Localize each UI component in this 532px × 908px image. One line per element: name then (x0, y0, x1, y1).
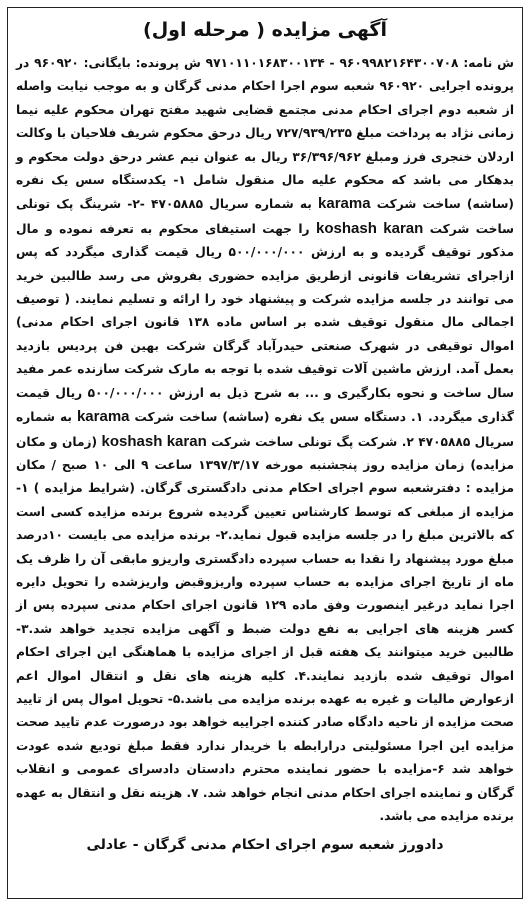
notice-body-part-4: به شماره سریال ۴۷۰۵۸۸۵ ۲. شرکت پگ تونلی ساخت شرکت (16, 410, 514, 449)
notice-body-part-1: ش نامه: ۹۶۰۹۹۸۲۱۶۴۳۰۰۷۰۸ - ۹۷۱۰۱۱۰۱۶۸۳۰۰۱۳۴ ش پرونده: بایگانی: ۹۶۰۹۲۰ در پرونده اجرایی ۹۶۰۹۲۰ شعبه سوم اجرا احکام مدنی گرگان و به موجب نیابت واصله از شعبه دوم اجرای احکام مدنی مجتمع قضایی شهید مفتح تهران محکوم علیه نیما زمانی نژاد به پرداخت مبلغ ۷۲۷/۹۳۹/۲۳۵ ریال درحق محکوم شریف فلاحیان با وکالت اردلان خنجری فرز ومبلغ ۳۶/۳۹۶/۹۶۲ ریال به عنوان نیم عشر درحق دولت محکوم و بدهکار می باشد که محکوم علیه مال منقول شامل ۱- یکدستگاه سس یک نفره (ساشه) ساخت شرکت (16, 56, 514, 212)
notice-title: آگهی مزایده ( مرحله اول) (143, 19, 387, 41)
notice-body (16, 52, 514, 828)
auction-notice (7, 7, 523, 899)
notice-body-part-3: را جهت استیفای محکوم به تعرفه نموده و مال مذکور توقیف گردیده و به ارزش ۵۰۰/۰۰۰/۰۰۰ ریال قیمت گذاری میگردد که پس ازاجرای تشریفات قانونی ازطریق مزایده حضوری بفروش می رسد طالبین خرید می توانند در جلسه مزایده شرکت و پیشنهاد خود را ارائه و تسلیم نمایند. ( توصیف اجمالی مال منقول توقیف شده بر اساس ماده ۱۳۸ قانون اجرای احکام مدنی) اموال توقیفی در شهرک صنعتی حیدرآباد گرگان شرکت بهین فن پردیس بازدید بعمل آمد. ارزش ماشین آلات توقیف شده با توجه به مارک شرکت سازنده عمر مفید سال ساخت و نحوه بکارگیری و ... به شرح ذیل به ارزش ۵۰۰/۰۰۰/۰۰۰ ریال قیمت گذاری میگردد. ۱. دستگاه سس یک نفره (ساشه) ساخت شرکت (16, 221, 515, 425)
notice-signature: دادورز شعبه سوم اجرای احکام مدنی گرگان - عادلی (86, 837, 444, 854)
brand-karama-1: karama (318, 195, 371, 213)
brand-karama-2: karama (76, 408, 130, 426)
notice-body-part-5: (زمان و مکان مزایده) زمان مزایده روز پنجشنبه مورخه ۱۳۹۷/۳/۱۷ ساعت ۹ الی ۱۰ صبح / مکان مزایده : دفترشعبه سوم اجرای احکام مدنی دادگستری گرگان. (شرایط مزایده ) ۱- مزایده از مبلغی که توسط کارشناس تعیین گردیده شروع برنده مزایده کسی است که بالاترین مبلغ را در جلسه مزایده قبول نماید.۲- برنده مزایده می بایست ۱۰درصد مبلغ مورد پیشنهاد را نقدا به حساب سپرده دادگستری واریزو مابقی آن را ظرف یک ماه از تاریخ اجرای مزایده به حساب سپرده واریزوقبض واریزشده را تحویل دایره اجرا نماید درغیر اینصورت وفق ماده ۱۲۹ قانون اجرای احکام مدنی سپرده پس از کسر هزینه های اجرایی به نفع دولت ضبط و آگهی مزایده تجدید خواهد شد.۳-طالبین خرید میتوانند یک هفته قبل از اجرای مزایده با هماهنگی این اجرای احکام اموال توقیف شده بازدید نمایند.۴. کلیه هزینه های نقل و انتقال اموال اعم ازعوارض مالیات و غیره به عهده برنده مزایده می باشد.۵- تحویل اموال پس از تایید صحت مزایده از ناحیه دادگاه صادر کننده اجراییه خواهد بود درصورت عدم تایید صحت مزایده این اجرا مسئولیتی درارابطه با خریدار ندارد فقط مبلغ تودیع شده عودت خواهد شد ۶-مزایده با حضور نماینده محترم دادستان دادسرای عمومی و انقلاب گرگان و نماینده اجرای احکام مدنی انجام خواهد شد. ۷. هزینه نقل و انتقال به عهده برنده مزایده می باشد. (16, 434, 515, 823)
notice-body-part-2: به شماره سریال ۴۷۰۵۸۸۵ -۲- شرینگ پک تونلی ساخت شرکت (16, 197, 515, 236)
brand-koshash-karan-2: koshash karan (101, 432, 207, 450)
brand-koshash-karan-1: koshash karan (316, 219, 424, 237)
